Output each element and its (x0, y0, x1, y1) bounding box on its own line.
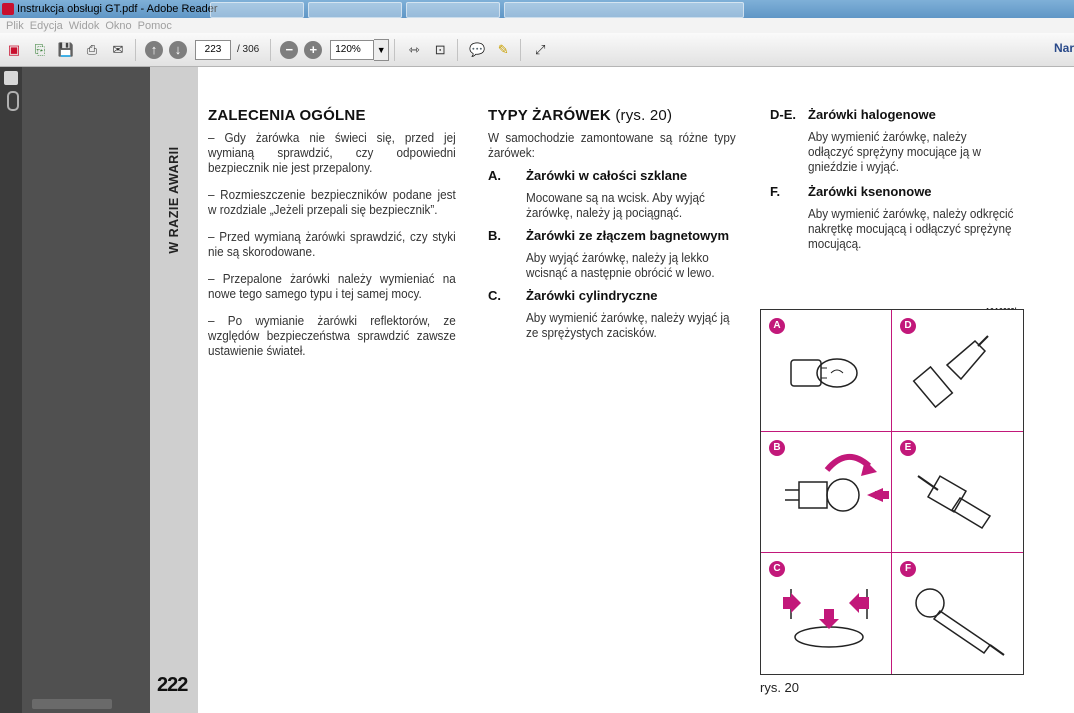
section-title: ZALECENIA OGÓLNE (208, 107, 366, 124)
badge-e: E (900, 440, 916, 456)
item-body: Aby wymienić żarówkę, należy odłączyć sprężyny mocujące ją w gnieździe i wyjąć. (808, 129, 981, 174)
figure-cell-a (761, 310, 890, 430)
item-heading: Żarówki ze złączem bagnetowym (526, 228, 730, 243)
toolbar-separator (394, 39, 395, 61)
window-title: Instrukcja obsługi GT.pdf - Adobe Reader (17, 3, 218, 15)
paragraph: – Przepalone żarówki należy wymieniać na nowe tego samego typu i tej samej mocy. (208, 271, 456, 301)
document-background (22, 67, 150, 713)
zoom-out-icon[interactable]: − (280, 41, 298, 59)
list-item (488, 228, 736, 280)
list-item (770, 107, 1018, 174)
paragraph: W samochodzie zamontowane są różne typy żarówek: (488, 130, 736, 160)
item-label: A. (488, 168, 501, 183)
print-icon[interactable]: ⎙ (86, 41, 98, 57)
menu-window[interactable]: Okno (105, 19, 132, 32)
item-heading: Żarówki ksenonowe (808, 184, 932, 199)
page-number-input[interactable]: 223 (195, 40, 231, 60)
item-heading: Żarówki cylindryczne (526, 288, 658, 303)
list-item (770, 184, 1018, 251)
menu-help[interactable]: Pomoc (137, 19, 172, 32)
menu-edit[interactable]: Edycja (29, 19, 63, 32)
create-pdf-icon[interactable]: ▣ (7, 41, 21, 57)
zoom-input[interactable]: 120% (330, 40, 374, 60)
section-title (488, 107, 736, 124)
figure-cell-f (892, 553, 1021, 673)
previous-page-icon[interactable]: ↑ (145, 41, 163, 59)
section-band-label: W RAZIE AWARII (167, 146, 181, 254)
paragraph: – Po wymianie żarówki reflektorów, ze względów bezpieczeństwa sprawdzić zawsze ustawienie świateł. (208, 313, 456, 358)
taskbar-tab[interactable] (210, 2, 304, 18)
section-title-text: TYPY ŻARÓWEK (488, 107, 611, 124)
badge-c: C (769, 561, 785, 577)
figure-cell-c (761, 553, 890, 673)
paragraph: – Rozmieszczenie bezpieczników podane jest w rozdziale „Jeżeli przepali się bezpiecznik”. (208, 187, 456, 217)
figure-caption: rys. 20 (760, 680, 800, 695)
figure-cell-e (892, 432, 1021, 552)
badge-f: F (900, 561, 916, 577)
page-number: 222 (157, 674, 188, 696)
menu-view[interactable]: Widok (68, 19, 100, 32)
menu-bar (0, 18, 1074, 33)
column-general-recommendations (208, 107, 456, 370)
toolbar-separator (457, 39, 458, 61)
item-body: Mocowane są na wcisk. Aby wyjąć żarówkę, należy ją pociągnąć. (526, 190, 705, 220)
paragraph: – Gdy żarówka nie świeci się, przed jej wymianą sprawdzić, czy odpowiedni bezpiecznik nie jest przepalony. (208, 130, 456, 175)
figure-cell-b (761, 432, 890, 552)
item-body: Aby wymienić żarówkę, należy odkręcić nakrętkę mocującą i odłączyć sprężynę mocującą. (808, 206, 1014, 251)
attachment-icon[interactable] (7, 91, 19, 111)
comment-icon[interactable]: 💬 (469, 41, 486, 57)
badge-d: D (900, 318, 916, 334)
adobe-reader-icon (2, 3, 14, 15)
item-body: Aby wymienić żarówkę, należy wyjąć ją ze sprężystych zacisków. (526, 310, 730, 340)
item-heading: Żarówki halogenowe (808, 107, 936, 122)
fit-width-icon[interactable]: ⇿ (408, 41, 420, 57)
pdf-page (150, 67, 1074, 713)
zoom-in-icon[interactable]: + (304, 41, 322, 59)
paragraph: – Przed wymianą żarówki sprawdzić, czy styki nie są skorodowane. (208, 229, 456, 259)
item-label: B. (488, 228, 501, 243)
list-item (488, 288, 736, 340)
full-screen-icon[interactable]: ⤢ (535, 41, 546, 57)
email-icon[interactable]: ✉ (112, 41, 124, 57)
export-icon[interactable]: ⎘ (34, 41, 46, 57)
next-page-icon[interactable]: ↓ (169, 41, 187, 59)
title-bar (0, 0, 1074, 18)
item-body: Aby wyjąć żarówkę, należy ją lekko wcisnąć a następnie obrócić w lewo. (526, 250, 715, 280)
toolbar-separator (135, 39, 136, 61)
taskbar-tab[interactable] (406, 2, 500, 18)
highlight-icon[interactable]: ✎ (497, 41, 509, 57)
taskbar-tab[interactable] (504, 2, 744, 18)
fit-page-icon[interactable]: ⊡ (434, 41, 446, 57)
item-label: D-E. (770, 107, 796, 122)
chevron-down-icon[interactable]: ▼ (374, 39, 389, 61)
navigation-panel (0, 67, 22, 713)
page-total: / 306 (237, 44, 260, 55)
toolbar-separator (520, 39, 521, 61)
figure-reference: (rys. 20) (615, 107, 673, 124)
tools-label[interactable]: Nar (1053, 41, 1074, 55)
figure-cell-d (892, 310, 1021, 430)
list-item (488, 168, 736, 220)
pages-icon[interactable] (4, 71, 18, 85)
taskbar-tabs (210, 2, 744, 18)
taskbar-tab[interactable] (308, 2, 402, 18)
item-label: F. (770, 184, 781, 199)
save-icon[interactable]: 💾 (57, 41, 75, 57)
status-indicator (32, 699, 112, 709)
badge-a: A (769, 318, 785, 334)
toolbar (0, 33, 1074, 67)
menu-file[interactable]: Plik (6, 19, 24, 32)
item-label: C. (488, 288, 501, 303)
column-halogen-xenon (770, 107, 1018, 259)
item-heading: Żarówki w całości szklane (526, 168, 688, 183)
badge-b: B (769, 440, 785, 456)
toolbar-separator (270, 39, 271, 61)
bulb-figure (760, 309, 1024, 675)
column-bulb-types (488, 107, 736, 348)
